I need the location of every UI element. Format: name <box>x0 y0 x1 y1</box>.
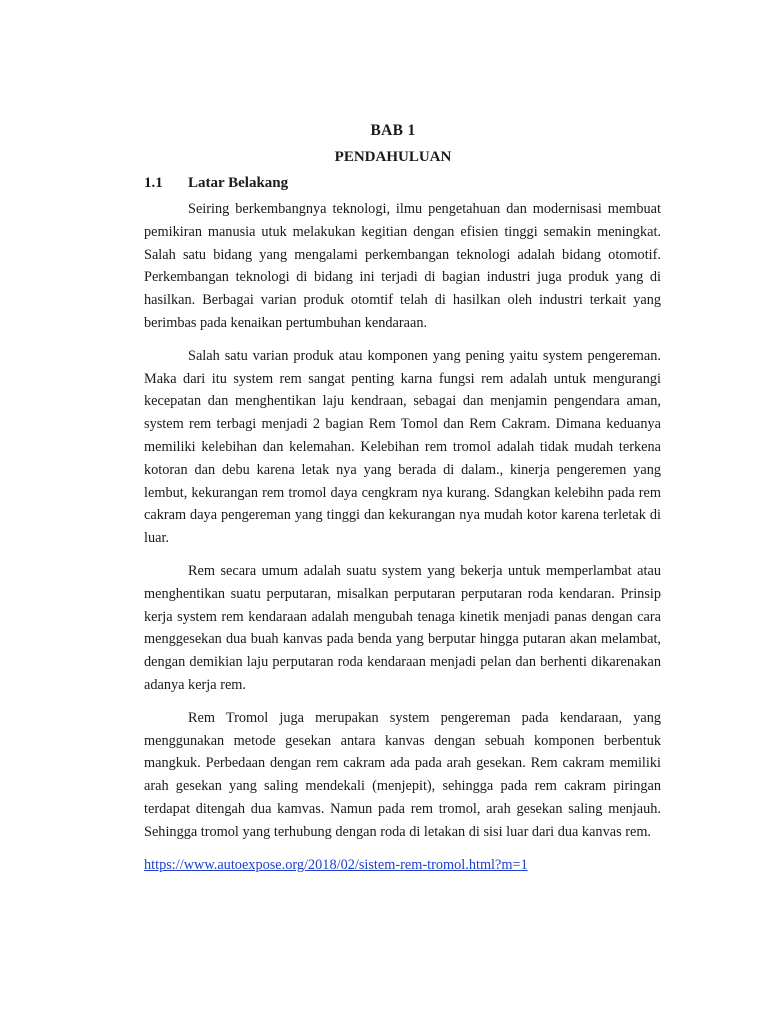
section-number: 1.1 <box>144 175 163 191</box>
chapter-heading: BAB 1 <box>370 122 416 139</box>
source-link[interactable]: https://www.autoexpose.org/2018/02/sistem-rem-tromol.html?m=1 <box>144 856 528 873</box>
section-title: Latar Belakang <box>188 175 289 191</box>
section-heading <box>144 175 288 192</box>
paragraph: Seiring berkembangnya teknologi, ilmu pengetahuan dan modernisasi membuat pemikiran manusia utuk melakukan kegitian dengan efisien tinggi semakin meningkat. Salah satu bidang yang mengalami perkembangan teknologi adalah bidang otomotif. Perkembangan teknologi di bidang ini terjadi di bagian industri juga produk yang di hasilkan. Berbagai varian produk otomtif telah di hasilkan oleh industri terkait yang berimbas pada kenaikan pertumbuhan kendaraan. <box>144 201 661 331</box>
paragraph: Rem Tromol juga merupakan system pengereman pada kendaraan, yang menggunakan metode gesekan antara kanvas dengan sebuah komponen berbentuk mangkuk. Perbedaan dengan rem cakram ada pada arah gesekan. Rem cakram memiliki arah gesekan yang saling mendekali (menjepit), sehingga pada rem cakram piringan terdapat ditengah dua kamvas. Namun pada rem tromol, arah gesekan saling menjauh. Sehingga tromol yang terhubung dengan roda di letakan di sisi luar dari dua kanvas rem. <box>144 709 661 840</box>
paragraph: Rem secara umum adalah suatu system yang bekerja untuk memperlambat atau menghentikan suatu perputaran, misalkan perputaran perputaran roda kendaran. Prinsip kerja system rem kendaraan adalah mengubah tenaga kinetik menjadi panas dengan cara menggesekan dua buah kanvas pada benda yang berputar hingga putaran akan melambat, dengan demikian laju perputaran roda kendaraan menjadi pelan dan berhenti dikarenakan adanya kerja rem. <box>144 562 661 693</box>
chapter-title: PENDAHULUAN <box>334 149 452 165</box>
paragraph: Salah satu varian produk atau komponen yang pening yaitu system pengereman. Maka dari itu system rem sangat penting karna fungsi rem adalah untuk mengurangi kecepatan dan menghentikan laju kendraan, sebagai dan menjamin pengendara aman, system rem terbagi menjadi 2 bagian Rem Tomol dan Rem Cakram. Dimana keduanya memiliki kelebihan dan kelemahan. Kelebihan rem tromol adalah tidak mudah terkena kotoran dan debu karena letak nya yang berada di dalam., kinerja pengeremen yang lembut, kekurangan rem tromol daya cengkram nya kurang. Sdangkan kelebihn pada rem cakram daya pengereman yang tinggi dan kekurangan nya mudah kotor karena terletak di luar. <box>144 347 661 547</box>
document-body <box>144 198 661 876</box>
